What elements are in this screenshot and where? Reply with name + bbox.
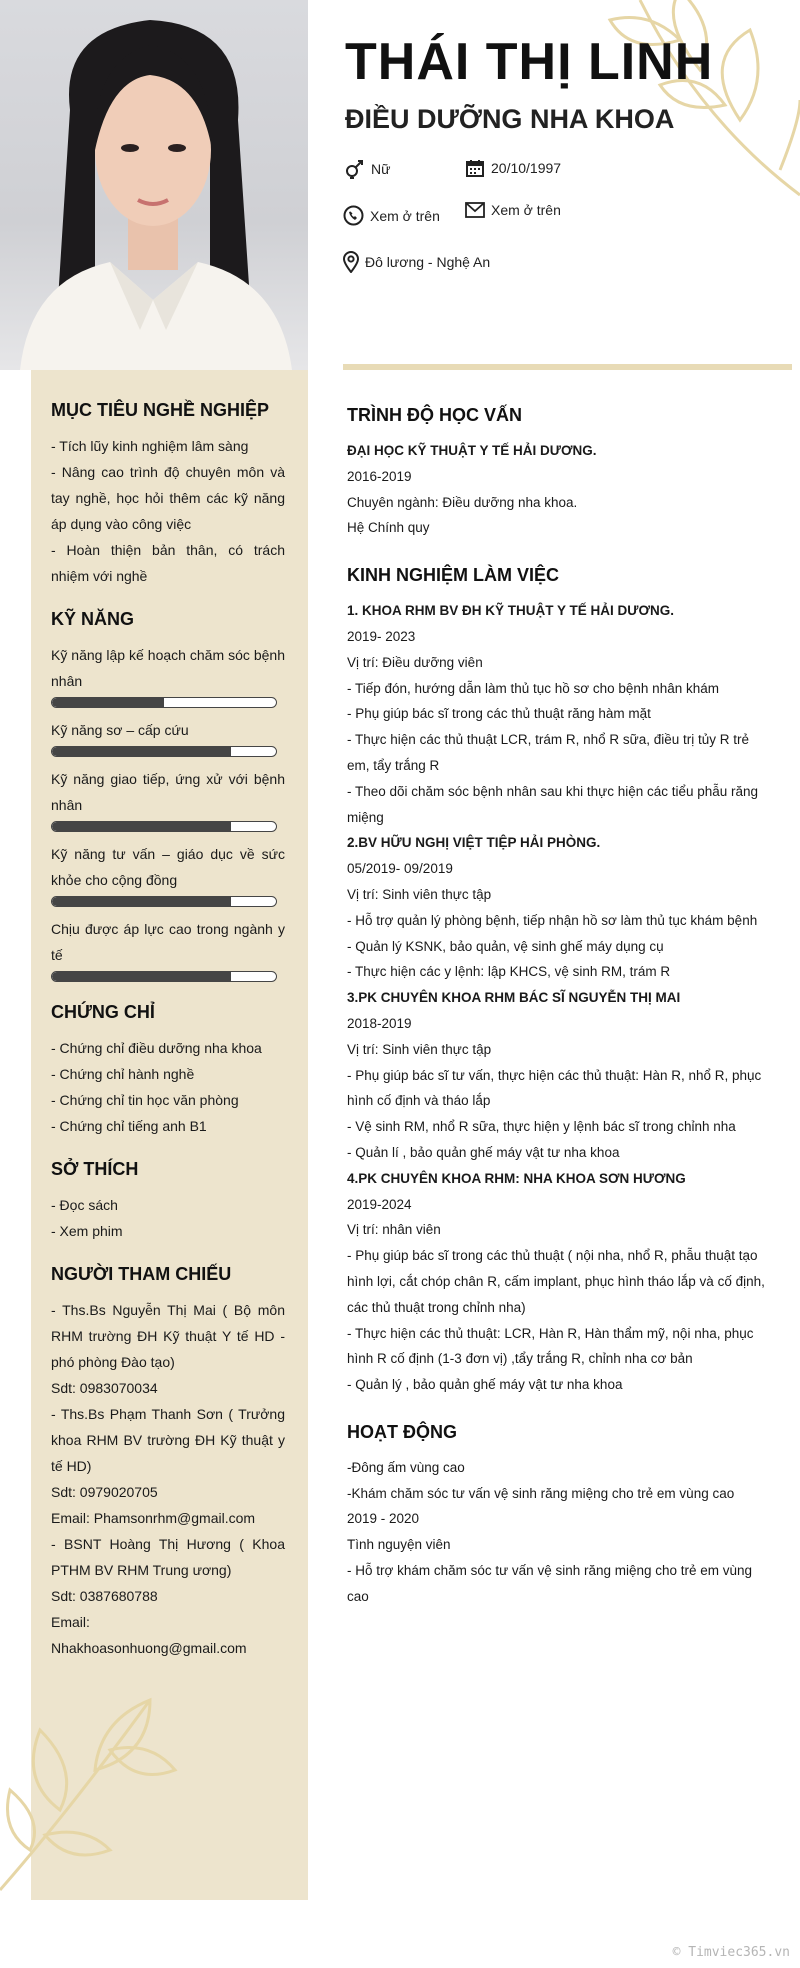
hobbies-text: - Đọc sách - Xem phim [51,1197,123,1239]
phone-info [343,205,440,226]
content-line: - Phụ giúp bác sĩ trong các thủ thuật răng hàm mặt [347,706,651,722]
content-line: 4.PK CHUYÊN KHOA RHM: NHA KHOA SƠN HƯƠNG [347,1170,686,1186]
skill-bar-fill [52,698,164,707]
skill-bar [51,821,277,832]
job-title: ĐIỀU DƯỠNG NHA KHOA [345,104,675,134]
references-text: - Ths.Bs Nguyễn Thị Mai ( Bộ môn RHM trường ĐH Kỹ thuật Y tế HD - phó phòng Đào tạo) Sdt: 0983070034 - Ths.Bs Phạm Thanh Sơn ( Trưởng khoa RHM BV trường ĐH Kỹ thuật y tế HD) Sdt: 0979020705 Email: Phamsonrhm@gmail.com - BSNT Hoàng Thị Hương ( Khoa PTHM BV RHM Trung ương) Sdt: 0387680788 Email: Nhakhoasonhuong@gmail.com [51,1302,285,1656]
content-line: 2018-2019 [347,1015,412,1031]
location-icon [343,251,359,273]
certificates-text: - Chứng chỉ điều dưỡng nha khoa - Chứng chỉ hành nghề - Chứng chỉ tin học văn phòng - Chứng chỉ tiếng anh B1 [51,1040,262,1134]
content-line: Vị trí: Sinh viên thực tập [347,1041,492,1057]
skill-bar-fill [52,897,231,906]
content-line: 1. KHOA RHM BV ĐH KỸ THUẬT Y TẾ HẢI DƯƠNG. [347,603,674,619]
leaf-decoration-icon [0,1660,180,1900]
hobbies-section [51,1159,285,1244]
skill-label: Kỹ năng lập kế hoạch chăm sóc bệnh nhân [51,647,285,689]
objective-section [51,400,285,589]
email-icon [465,202,485,218]
gender-info [343,158,390,180]
skill-item [51,916,285,982]
activities-title: HOẠT ĐỘNG [347,1421,457,1442]
email-text: Xem ở trên [491,202,561,218]
watermark: © Timviec365.vn [672,1945,790,1960]
content-line: - Thực hiện các thủ thuật: LCR, Hàn R, Hàn thẩm mỹ, nội nha, phục hình R cố định (1-3 đơn vị) ,tẩy trắng R, chỉnh nha cơ bản [347,1325,754,1367]
content-line: - Thực hiện các y lệnh: lập KHCS, vệ sinh RM, trám R [347,964,671,980]
content-line: 2.BV HỮU NGHỊ VIỆT TIỆP HẢI PHÒNG. [347,835,601,851]
content-line: - Quản lí , bảo quản ghế máy vật tư nha khoa [347,1144,620,1160]
skill-bar-fill [52,747,231,756]
skill-bar [51,971,277,982]
content-line: - Quản lý , bảo quản ghế máy vật tư nha khoa [347,1377,623,1393]
references-section [51,1264,285,1661]
activities-section [347,1422,772,1610]
content-line: 2019- 2023 [347,628,416,644]
content-line: Vị trí: nhân viên [347,1222,441,1238]
content-line: -Đông ấm vùng cao [347,1459,465,1475]
content-line: - Theo dõi chăm sóc bệnh nhân sau khi thực hiện các tiểu phẫu răng miệng [347,783,759,825]
content-line: 3.PK CHUYÊN KHOA RHM BÁC SĨ NGUYỄN THỊ MAI [347,990,681,1006]
experience-lines [347,598,772,1398]
gender-icon [343,158,365,180]
candidate-name: THÁI THỊ LINH [345,33,714,91]
address-text: Đô lương - Nghệ An [365,254,491,270]
content-line: Tình nguyện viên [347,1537,451,1553]
skills-section [51,609,285,982]
references-title: NGƯỜI THAM CHIẾU [51,1264,232,1284]
skill-item [51,841,285,907]
skill-item [51,766,285,832]
leaf-decoration-icon [550,0,800,200]
experience-section [347,565,772,1398]
main-content [347,405,772,1634]
skill-item [51,642,285,708]
phone-icon [343,205,364,226]
education-title: TRÌNH ĐỘ HỌC VẤN [347,405,522,425]
header-divider [343,364,792,370]
skills-title: KỸ NĂNG [51,609,135,629]
objective-text: - Tích lũy kinh nghiệm lâm sàng - Nâng cao trình độ chuyên môn và tay nghề, học hỏi thêm các kỹ năng áp dụng vào công việc - Hoàn thiện bản thân, có trách nhiệm với nghề [51,438,285,584]
content-line: 2016-2019 [347,468,412,484]
skill-bar [51,896,277,907]
certificates-title: CHỨNG CHỈ [51,1002,155,1022]
gender-text: Nữ [371,161,391,177]
content-line: 2019 - 2020 [347,1511,420,1527]
content-line: - Thực hiện các thủ thuật LCR, trám R, nhổ R sữa, điều trị tủy R trẻ em, tẩy trắng R [347,732,749,773]
certificates-section [51,1002,285,1139]
address-info [343,251,490,273]
skill-bar [51,697,277,708]
content-line: - Phụ giúp bác sĩ trong các thủ thuật ( nội nha, nhổ R, phẫu thuật tạo hình lợi, cắt chóp chân R, cấm implant, phục hình tháo lắp và cố định, các thủ thuật trong chỉnh nha) [347,1248,765,1315]
phone-text: Xem ở trên [370,207,440,224]
content-line: 05/2019- 09/2019 [347,861,453,877]
content-line: ĐẠI HỌC KỸ THUẬT Y TẾ HẢI DƯƠNG. [347,443,597,458]
skill-bar [51,746,277,757]
content-line: Vị trí: Sinh viên thực tập [347,886,492,902]
skill-label: Kỹ năng sơ – cấp cứu [51,722,189,738]
content-line: - Vệ sinh RM, nhổ R sữa, thực hiện y lệnh bác sĩ trong chỉnh nha [347,1119,736,1135]
content-line: - Tiếp đón, hướng dẫn làm thủ tục hồ sơ cho bệnh nhân khám [347,680,719,696]
content-line: Vị trí: Điều dưỡng viên [347,654,483,670]
skill-bar-fill [52,822,231,831]
education-lines [347,438,772,541]
sidebar-content [51,400,285,1681]
content-line: 2019-2024 [347,1196,412,1212]
content-line: - Hỗ trợ khám chăm sóc tư vấn vệ sinh răng miệng cho trẻ em vùng cao [347,1563,753,1604]
skill-item [51,717,285,757]
content-line: - Hỗ trợ quản lý phòng bệnh, tiếp nhận hồ sơ làm thủ tục khám bệnh [347,912,758,928]
content-line: Hệ Chính quy [347,520,430,536]
skill-bar-fill [52,972,231,981]
content-line: -Khám chăm sóc tư vấn vệ sinh răng miệng cho trẻ em vùng cao [347,1485,735,1501]
dob-text: 20/10/1997 [491,160,562,176]
hobbies-title: SỞ THÍCH [51,1159,139,1179]
experience-title: KINH NGHIỆM LÀM VIỆC [347,565,560,586]
objective-title: MỤC TIÊU NGHỀ NGHIỆP [51,400,270,420]
skill-label: Kỹ năng tư vấn – giáo dục về sức khỏe cho cộng đồng [51,846,285,888]
calendar-icon [465,158,485,178]
email-info [465,202,561,218]
content-line: - Quản lý KSNK, bảo quản, vệ sinh ghế máy dụng cụ [347,938,664,954]
education-section [347,405,772,541]
skill-label: Kỹ năng giao tiếp, ứng xử với bệnh nhân [51,771,285,813]
content-line: Chuyên ngành: Điều dưỡng nha khoa. [347,494,578,510]
dob-info [465,158,561,178]
skill-label: Chịu được áp lực cao trong ngành y tế [51,921,285,963]
activities-lines [347,1455,772,1610]
content-line: - Phụ giúp bác sĩ tư vấn, thực hiện các thủ thuật: Hàn R, nhổ R, phục hình cố định và tháo lắp [347,1067,762,1109]
profile-photo [0,0,308,370]
